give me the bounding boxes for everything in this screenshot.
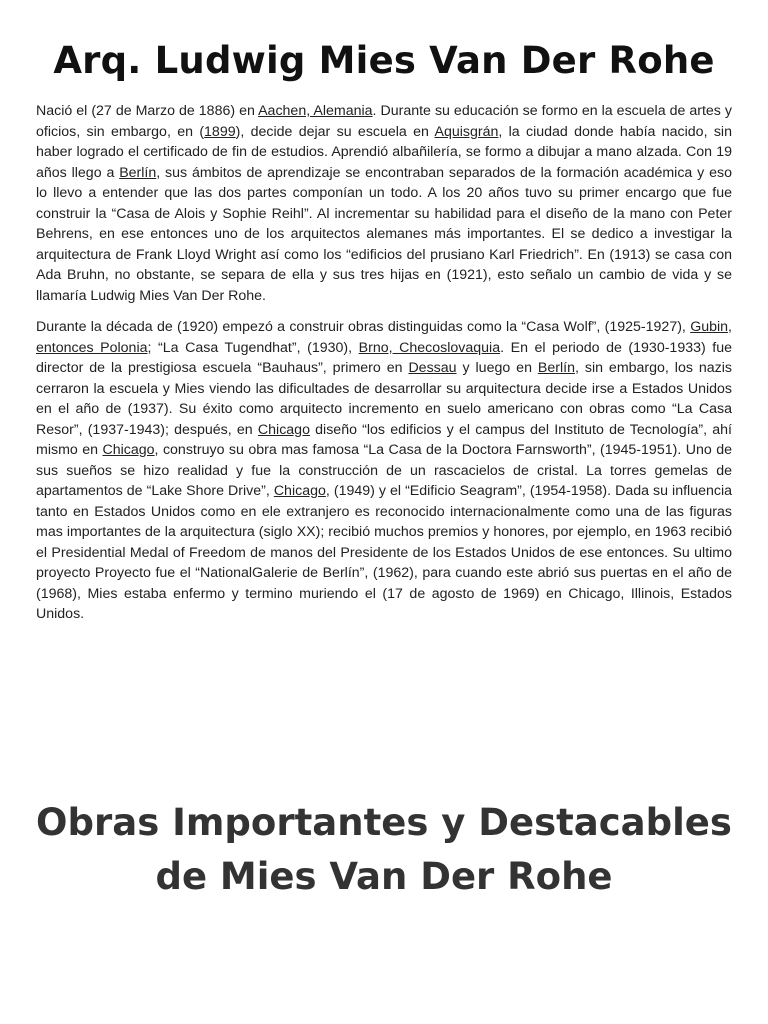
biography-paragraph-1 [36,101,732,306]
paragraph-text: . En el periodo de (1930-1933) fue director de la prestigiosa escuela “Bauhaus”, primero en [36,339,733,376]
inline-link[interactable]: Chicago [102,442,155,458]
biography-paragraph-2 [36,317,732,625]
paragraph-text: , construyo su obra mas famosa “La Casa de la Doctora Farnsworth”, (1945-1951). Uno de sus sueños se hizo realidad y fue la construcción de un rascacielos de cristal. La torres gemelas de apartamentos de “Lake Shore Drive”, [36,442,733,499]
paragraph-text: ), decide dejar su escuela en [235,123,435,140]
paragraph-text: ; “La Casa Tugendhat”, (1930), [147,339,359,356]
inline-link[interactable]: Chicago [257,421,310,438]
paragraph-text: , sin embargo, los nazis cerraron la escuela y Mies viendo las dificultades de desarrollar su arquitectura decide irse a Estados Unidos en el año de (1937). Su éxito como arquitecto incremento en suelo americano con obras como “La Casa Resor”, (1937-1943); después, en [36,360,732,438]
section-heading: Obras Importantes y Destacables de Mies Van Der Rohe [36,801,732,898]
paragraph-text: y luego en [456,360,538,376]
paragraph-text: , sus ámbitos de aprendizaje se encontraban separados de la formación académica y eso lo llevo a entender que las dos partes componían un todo. A los 20 años tuvo su primer encargo que fue construir la “Casa de Alois y Sophie Reihl”. Al incrementar su habilidad para el diseño de la mano con Peter Behrens, en ese entonces uno de los arquitectos alemanes más importantes. El se dedico a investigar la arquitectura de Frank Lloyd Wright así como los “edificios del prusiano Karl Friedrich”. En (1913) se casa con Ada Bruhn, no obstante, se separa de ella y sus tres hijas en (1921), esto señalo un cambio de vida y se llamaría Ludwig Mies Van Der Rohe. [36,164,732,304]
inline-link[interactable]: Brno, Checoslovaquia [358,339,501,356]
inline-link[interactable]: Berlín [537,360,575,376]
paragraph-text: Durante la década de (1920) empezó a construir obras distinguidas como la “Casa Wolf”, (1925-1927), [36,319,691,335]
inline-link[interactable]: Dessau [408,360,457,376]
paragraph-text: . Durante su educación se formo en la escuela de artes y oficios, sin embargo, en ( [36,103,732,140]
paragraph-text: diseño “los edificios y el campus del Instituto de Tecnología”, ahí mismo en [36,421,733,458]
paragraph-text: , la ciudad donde había nacido, sin haber logrado el certificado de fin de estudios. Aprendió albañilería, se formo a dibujar a mano alzada. Con 19 años llego a [36,123,732,181]
page-title: Arq. Ludwig Mies Van Der Rohe [53,39,715,82]
paragraph-text: , (1949) y el “Edificio Seagram”, (1954-1958). Dada su influencia tanto en Estados Unidos como en ele extranjero es reconocido internacionalmente como una de las figuras mas importantes de la arquitectura (siglo XX); recibió muchos premios y honores, por ejemplo, en 1963 recibió el Presidential Medal of Freedom de manos del Presidente de los Estados Unidos de ese entonces. Su ultimo proyecto Proyecto fue el “NationalGalerie de Berlín”, (1962), para cuando este abrió sus puertas en el año de (1968), Mies estaba enfermo y termino muriendo el (17 de agosto de 1969) en Chicago, Illinois, Estados Unidos. [36,483,732,622]
inline-link[interactable]: Gubin, entonces Polonia [36,319,732,356]
paragraph-text: Nació el (27 de Marzo de 1886) en [36,103,259,119]
inline-link[interactable]: Chicago [273,483,326,499]
inline-link[interactable]: Aquisgrán [434,123,499,140]
inline-link[interactable]: 1899 [204,123,236,140]
inline-link[interactable]: Berlín [119,164,157,181]
inline-link[interactable]: Aachen, Alemania [258,103,373,119]
